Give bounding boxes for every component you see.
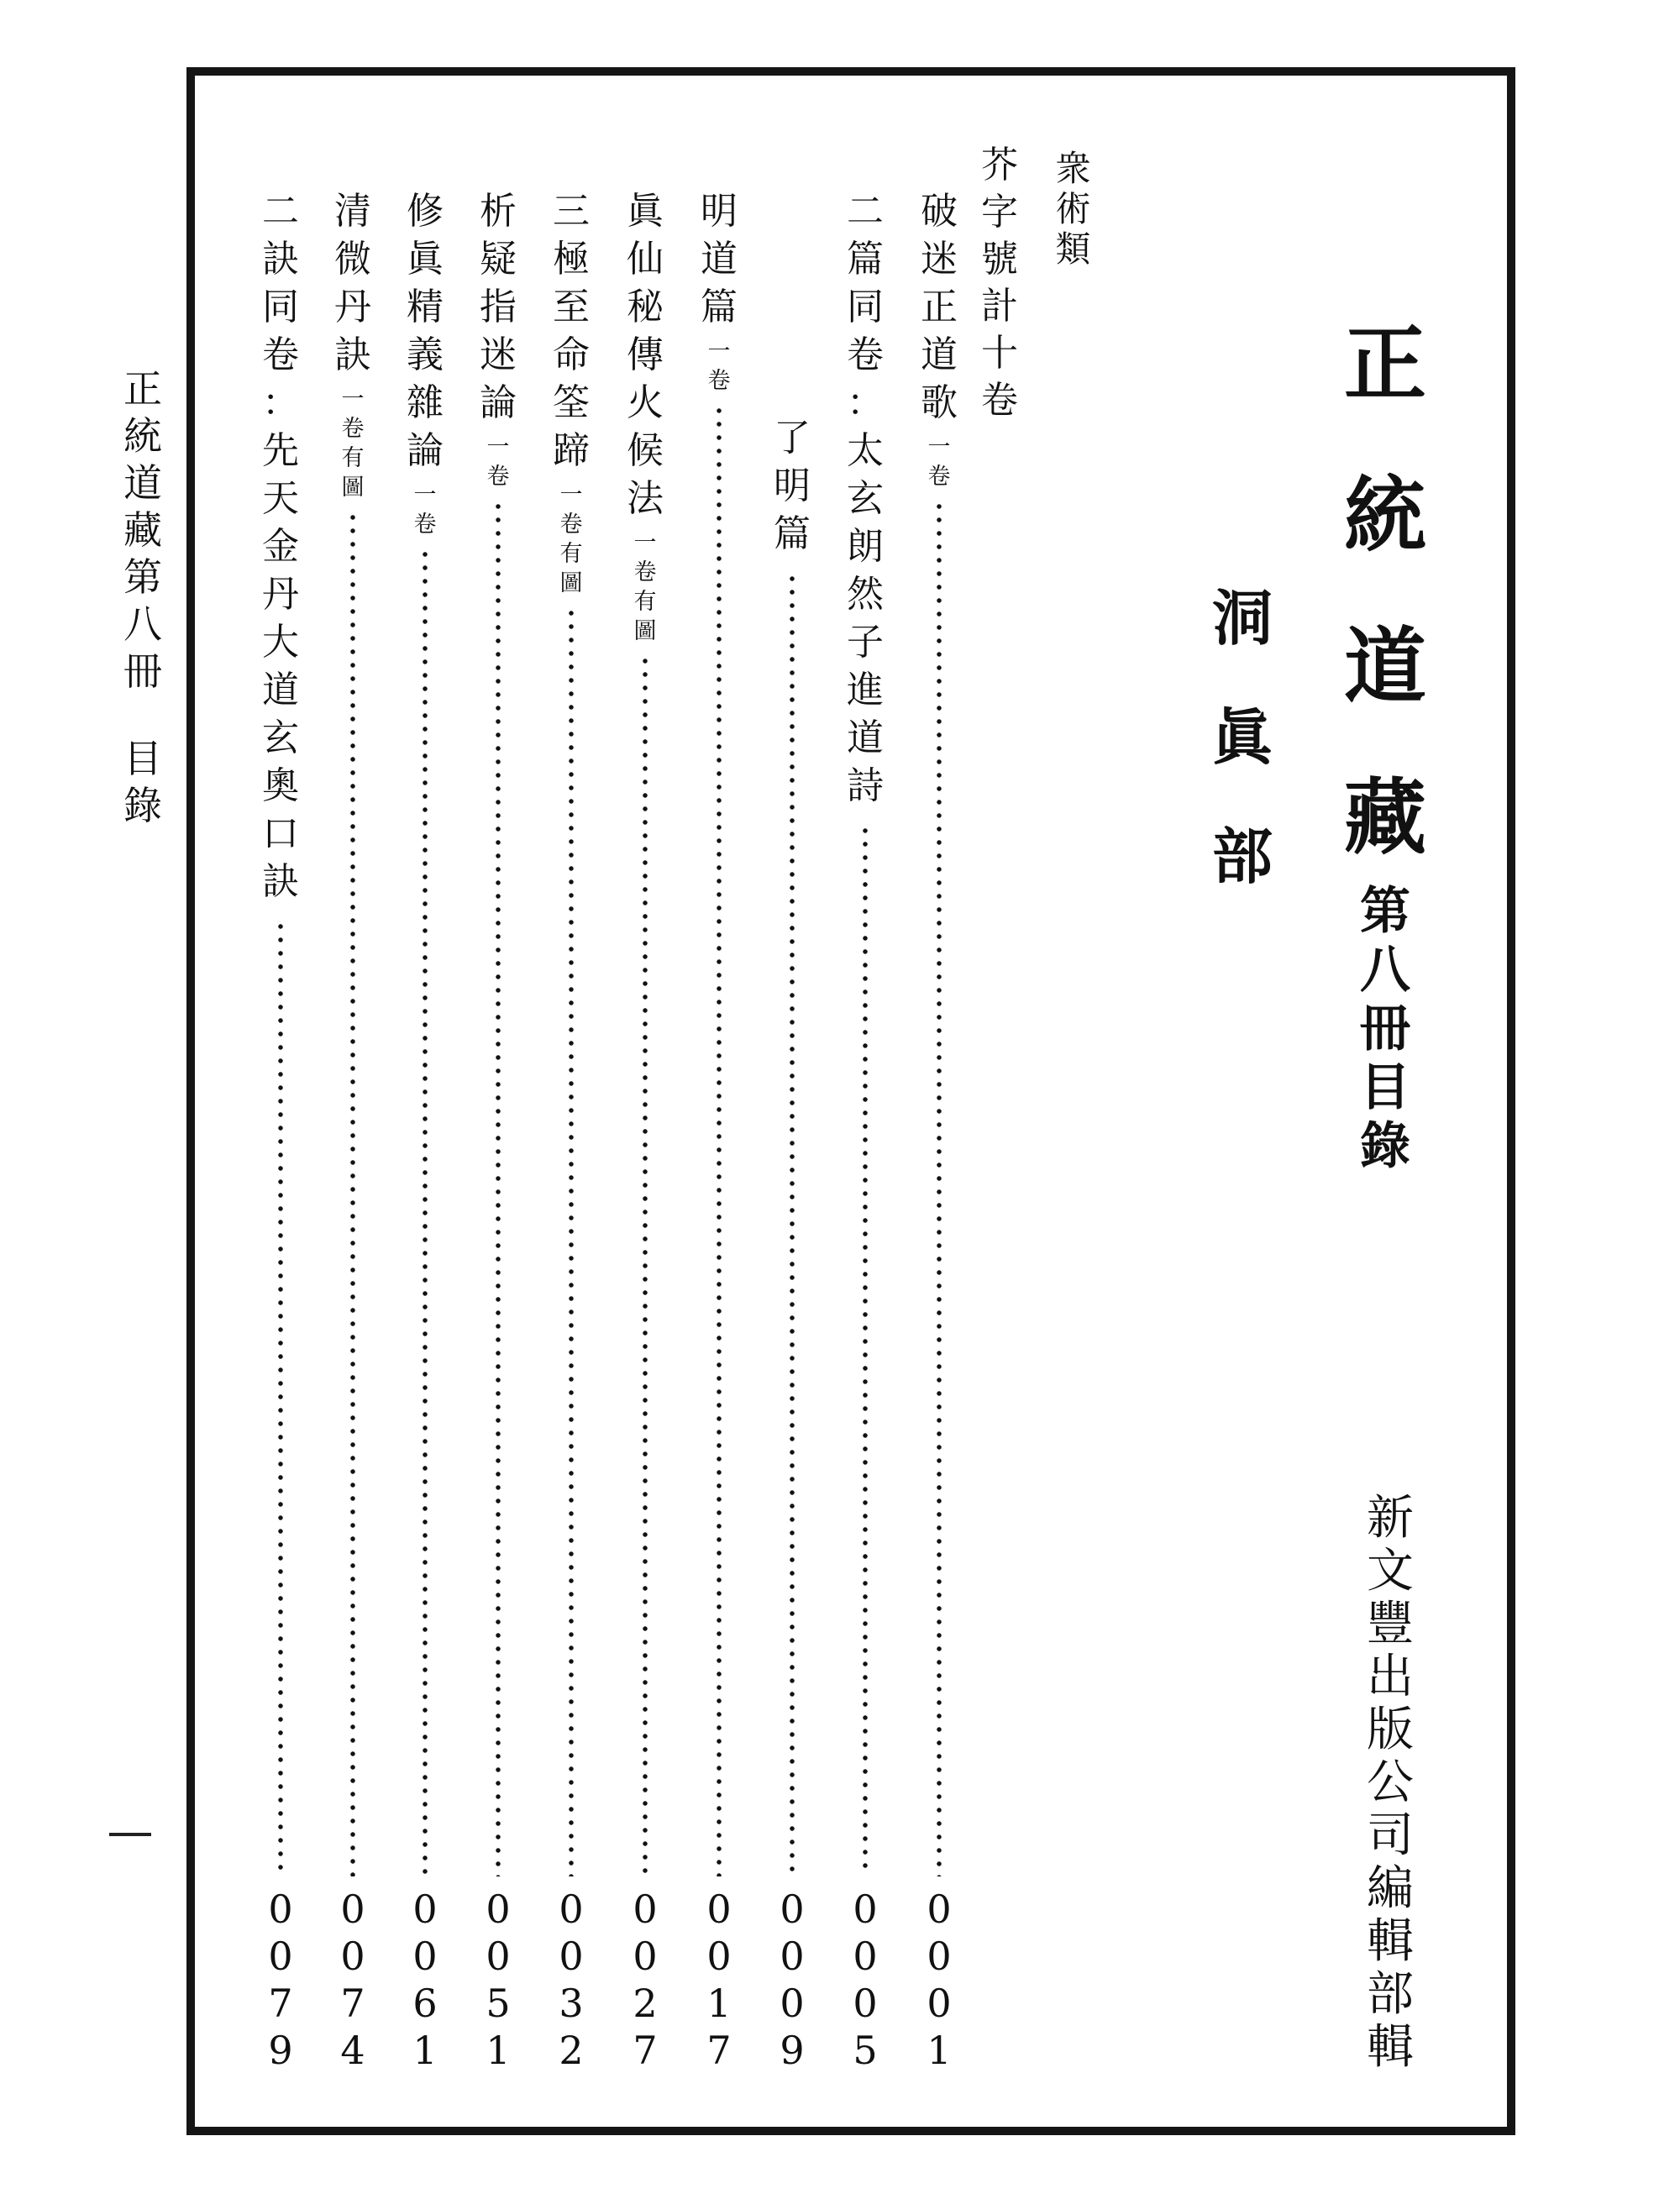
glyph: 冊 — [1360, 1000, 1410, 1058]
glyph: 篇 — [701, 286, 738, 328]
glyph: 訣 — [334, 333, 371, 376]
glyph: 5 — [486, 1981, 511, 2026]
glyph: 目 — [1360, 1058, 1410, 1117]
glyph: 0 — [412, 1934, 438, 1979]
glyph: 0 — [780, 1981, 805, 2026]
glyph: 4 — [340, 2028, 365, 2073]
leader-dots — [937, 500, 942, 1876]
glyph: 圖 — [559, 570, 583, 596]
glyph: 丹 — [334, 286, 371, 328]
glyph: 卷 — [341, 416, 365, 442]
leader-dots — [350, 511, 355, 1876]
collection-title — [1339, 316, 1431, 928]
section-heading — [974, 144, 1025, 429]
entry-title — [701, 190, 738, 337]
glyph: 傳 — [627, 333, 664, 376]
division-title — [1205, 582, 1280, 946]
glyph: 雜 — [407, 381, 444, 424]
glyph: 卷 — [847, 333, 884, 376]
glyph: 2 — [559, 2028, 584, 2073]
glyph: 芥 — [981, 144, 1018, 186]
glyph: 卷 — [262, 333, 299, 376]
glyph: 0 — [780, 1887, 805, 1932]
glyph: 迷 — [921, 238, 958, 281]
glyph: 卷 — [707, 368, 731, 394]
glyph: 命 — [553, 333, 590, 376]
glyph: 冊 — [123, 648, 162, 694]
glyph: 0 — [559, 1887, 584, 1932]
glyph: 火 — [627, 381, 664, 424]
glyph: 道 — [921, 333, 958, 376]
spine-label — [118, 736, 168, 833]
glyph: 第 — [123, 554, 162, 600]
glyph: 卷 — [559, 512, 583, 538]
glyph: 破 — [921, 190, 958, 233]
leader-dots — [717, 404, 722, 1876]
glyph: 圖 — [633, 618, 657, 644]
glyph: 金 — [262, 525, 299, 568]
glyph: 眞 — [627, 190, 664, 233]
entry-page-number — [340, 1887, 365, 2078]
glyph: 卷 — [927, 464, 951, 490]
glyph: 正 — [123, 366, 162, 412]
toc-entry — [840, 190, 890, 2083]
glyph: ： — [847, 381, 884, 424]
glyph: 0 — [268, 1887, 293, 1932]
glyph: 蹄 — [553, 429, 590, 472]
toc-entry — [694, 190, 744, 2083]
glyph: 十 — [981, 332, 1018, 375]
glyph: 一 — [413, 482, 437, 508]
glyph: 0 — [706, 1887, 732, 1932]
glyph: 0 — [927, 1887, 952, 1932]
glyph: 0 — [853, 1981, 878, 2026]
glyph: 0 — [340, 1887, 365, 1932]
glyph: 道 — [1343, 618, 1426, 715]
glyph: 部 — [1211, 821, 1273, 892]
glyph: 豐 — [1367, 1597, 1414, 1651]
glyph: 正 — [1343, 316, 1426, 412]
glyph: 二 — [847, 190, 884, 233]
glyph: 1 — [486, 2028, 511, 2073]
entry-note — [560, 480, 583, 598]
glyph: 術 — [1055, 188, 1091, 229]
glyph: 八 — [1360, 941, 1410, 1000]
entry-title — [627, 190, 664, 528]
glyph: 有 — [633, 589, 657, 615]
glyph: 0 — [340, 1934, 365, 1979]
entry-note — [414, 480, 437, 539]
glyph: 道 — [847, 716, 884, 759]
glyph: 同 — [262, 286, 299, 328]
glyph: 7 — [633, 2028, 658, 2073]
glyph: 太 — [847, 429, 884, 472]
glyph: 9 — [780, 2028, 805, 2073]
glyph: 類 — [1055, 228, 1091, 270]
glyph: 1 — [412, 2028, 438, 2073]
glyph: 9 — [268, 2028, 293, 2073]
entry-page-number — [633, 1887, 658, 2078]
glyph: 編 — [1367, 1861, 1414, 1916]
glyph: 7 — [706, 2028, 732, 2073]
leader-dots — [643, 654, 648, 1876]
toc-entry — [914, 190, 964, 2083]
entry-note — [487, 433, 510, 491]
entry-title — [334, 190, 371, 385]
glyph: 0 — [780, 1934, 805, 1979]
glyph: 清 — [334, 190, 371, 233]
glyph: 0 — [706, 1934, 732, 1979]
glyph: 0 — [412, 1887, 438, 1932]
glyph: 3 — [559, 1981, 584, 2026]
glyph: 統 — [1343, 467, 1426, 564]
glyph: 篇 — [847, 238, 884, 281]
glyph: 0 — [559, 1934, 584, 1979]
glyph: 衆 — [1055, 148, 1091, 189]
entry-title — [774, 417, 811, 564]
entry-page-number — [559, 1887, 584, 2078]
toc-entry — [473, 190, 523, 2083]
entry-page-number — [853, 1887, 878, 2078]
entry-note — [928, 433, 951, 491]
glyph: 有 — [341, 445, 365, 471]
glyph: 0 — [486, 1887, 511, 1932]
glyph: 0 — [633, 1887, 658, 1932]
page-number-mark — [109, 1833, 151, 1836]
glyph: 一 — [559, 482, 583, 508]
glyph: 一 — [486, 434, 510, 460]
volume-title — [1356, 882, 1415, 1180]
glyph: 至 — [553, 286, 590, 328]
glyph: 輯 — [1367, 2020, 1414, 2075]
glyph: 一 — [341, 386, 365, 412]
glyph: 筌 — [553, 381, 590, 424]
glyph: 天 — [262, 477, 299, 520]
leader-dots — [569, 606, 574, 1876]
entry-page-number — [412, 1887, 438, 2078]
glyph: 迷 — [480, 333, 517, 376]
glyph: 析 — [480, 190, 517, 233]
spine-title — [118, 366, 168, 699]
glyph: 目 — [123, 736, 162, 781]
entry-title — [553, 190, 590, 480]
glyph: 一 — [707, 339, 731, 365]
glyph: 出 — [1367, 1650, 1414, 1704]
glyph: 錄 — [1360, 1117, 1410, 1176]
glyph: 仙 — [627, 238, 664, 281]
glyph: 精 — [407, 286, 444, 328]
glyph: 義 — [407, 333, 444, 376]
glyph: 玄 — [847, 477, 884, 520]
glyph: 微 — [334, 238, 371, 281]
glyph: 大 — [262, 621, 299, 664]
leader-dots — [278, 920, 283, 1876]
glyph: 先 — [262, 429, 299, 472]
glyph: 1 — [706, 1981, 732, 2026]
glyph: 道 — [262, 669, 299, 711]
entry-note — [634, 528, 657, 646]
glyph: 文 — [1367, 1544, 1414, 1598]
entry-title — [480, 190, 517, 433]
glyph: 修 — [407, 190, 444, 233]
glyph: 0 — [927, 1981, 952, 2026]
glyph: 司 — [1367, 1808, 1414, 1863]
toc-entry — [328, 190, 378, 2083]
glyph: 洞 — [1211, 582, 1273, 653]
glyph: 部 — [1367, 1967, 1414, 2022]
glyph: 6 — [412, 1981, 438, 2026]
glyph: 二 — [262, 190, 299, 233]
glyph: 然 — [847, 573, 884, 616]
entry-page-number — [780, 1887, 805, 2078]
glyph: 正 — [921, 286, 958, 328]
entry-note — [708, 337, 731, 396]
glyph: 玄 — [262, 716, 299, 759]
glyph: 卷 — [981, 379, 1018, 422]
toc-entry — [255, 190, 306, 2083]
glyph: 0 — [633, 1934, 658, 1979]
glyph: 眞 — [1211, 701, 1273, 773]
glyph: 明 — [774, 464, 811, 507]
glyph: 一 — [633, 530, 657, 556]
glyph: 0 — [268, 1934, 293, 1979]
entry-title — [407, 190, 444, 480]
entry-page-number — [927, 1887, 952, 2078]
publisher — [1361, 1491, 1420, 2077]
entry-page-number — [268, 1887, 293, 2078]
entry-title — [921, 190, 958, 433]
glyph: 道 — [123, 460, 162, 506]
glyph: 論 — [407, 429, 444, 472]
toc-entry — [767, 417, 817, 2083]
glyph: 法 — [627, 477, 664, 520]
glyph: 號 — [981, 238, 1018, 281]
glyph: 0 — [853, 1934, 878, 1979]
toc-entry — [620, 190, 670, 2083]
glyph: 道 — [701, 238, 738, 281]
glyph: 字 — [981, 191, 1018, 234]
entry-title — [847, 190, 884, 816]
glyph: 訣 — [262, 860, 299, 903]
glyph: 詩 — [847, 764, 884, 807]
entry-page-number — [706, 1887, 732, 2078]
glyph: 一 — [927, 434, 951, 460]
glyph: ： — [262, 381, 299, 424]
glyph: 2 — [633, 1981, 658, 2026]
glyph: 0 — [853, 1887, 878, 1932]
glyph: 眞 — [407, 238, 444, 281]
leader-dots — [863, 824, 868, 1876]
glyph: 朗 — [847, 525, 884, 568]
glyph: 統 — [123, 413, 162, 459]
glyph: 八 — [123, 601, 162, 647]
glyph: 極 — [553, 238, 590, 281]
glyph: 圖 — [341, 475, 365, 501]
toc-entry — [546, 190, 596, 2083]
glyph: 疑 — [480, 238, 517, 281]
glyph: 歌 — [921, 381, 958, 424]
glyph: 論 — [480, 381, 517, 424]
toc-entry — [400, 190, 450, 2083]
glyph: 7 — [268, 1981, 293, 2026]
glyph: 同 — [847, 286, 884, 328]
glyph: 版 — [1367, 1703, 1414, 1757]
glyph: 三 — [553, 190, 590, 233]
glyph: 公 — [1367, 1756, 1414, 1810]
glyph: 0 — [486, 1934, 511, 1979]
glyph: 1 — [927, 2028, 952, 2073]
glyph: 訣 — [262, 238, 299, 281]
glyph: 丹 — [262, 573, 299, 616]
glyph: 口 — [262, 812, 299, 855]
glyph: 藏 — [123, 507, 162, 553]
leader-dots — [790, 572, 795, 1876]
glyph: 候 — [627, 429, 664, 472]
leader-dots — [496, 500, 501, 1876]
glyph: 錄 — [123, 783, 162, 828]
glyph: 進 — [847, 669, 884, 711]
glyph: 藏 — [1343, 769, 1426, 866]
glyph: 新 — [1367, 1491, 1414, 1546]
category-heading — [1050, 148, 1096, 272]
glyph: 了 — [774, 417, 811, 459]
glyph: 秘 — [627, 286, 664, 328]
glyph: 0 — [927, 1934, 952, 1979]
glyph: 明 — [701, 190, 738, 233]
glyph: 第 — [1360, 882, 1410, 941]
entry-note — [342, 385, 365, 502]
glyph: 輯 — [1367, 1914, 1414, 1969]
entry-page-number — [486, 1887, 511, 2078]
glyph: 子 — [847, 621, 884, 664]
glyph: 奧 — [262, 764, 299, 807]
glyph: 篇 — [774, 512, 811, 555]
leader-dots — [423, 548, 428, 1876]
glyph: 有 — [559, 541, 583, 567]
glyph: 指 — [480, 286, 517, 328]
glyph: 5 — [853, 2028, 878, 2073]
glyph: 卷 — [486, 464, 510, 490]
entry-title — [262, 190, 299, 911]
glyph: 7 — [340, 1981, 365, 2026]
glyph: 卷 — [413, 512, 437, 538]
glyph: 計 — [981, 285, 1018, 328]
glyph: 卷 — [633, 559, 657, 585]
